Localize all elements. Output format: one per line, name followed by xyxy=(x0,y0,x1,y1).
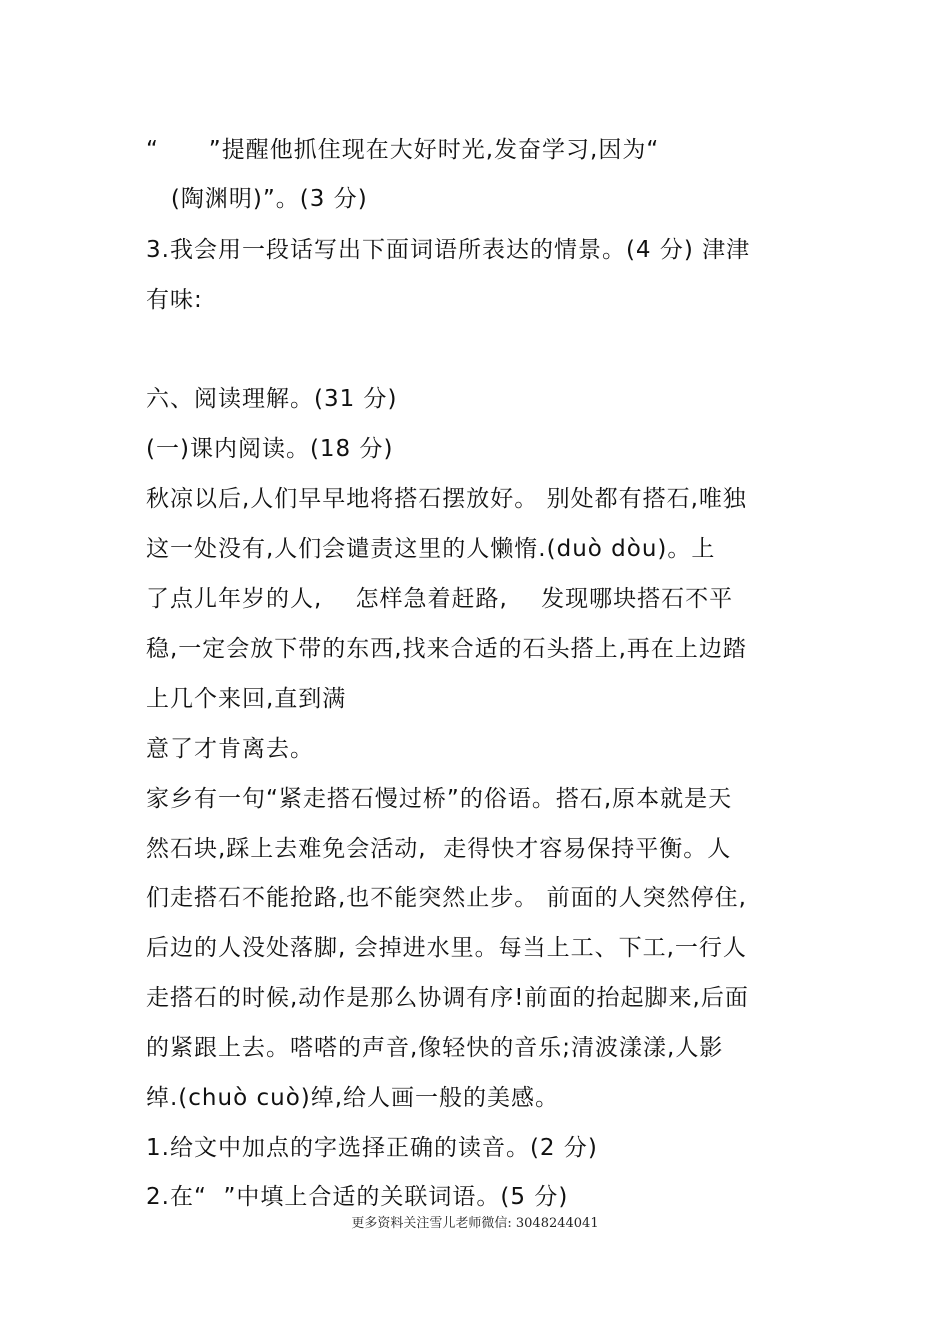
passage-line-13: 绰.(chuò cuò)绰,给人画一般的美感。 xyxy=(146,1085,560,1111)
passage-line-1: 秋凉以后,人们早早地将搭石摆放好。 别处都有搭石,唯独 xyxy=(146,486,747,512)
passage-line-7: 家乡有一句“紧走搭石慢过桥”的俗语。搭石,原本就是天 xyxy=(146,786,733,812)
passage-line-11: 走搭石的时候,动作是那么协调有序!前面的抬起脚来,后面 xyxy=(146,985,749,1011)
section-6-heading: 六、阅读理解。(31 分) xyxy=(146,386,398,412)
question-2: 2.在“ ”中填上合适的关联词语。(5 分) xyxy=(146,1184,569,1210)
footer-note: 更多资料关注雪儿老师微信: 3048244041 xyxy=(351,1216,599,1231)
text-line-1: “ ”提醒他抓住现在大好时光,发奋学习,因为“ xyxy=(146,137,660,163)
question-3: 3.我会用一段话写出下面词语所表达的情景。(4 分) 津津 xyxy=(146,237,751,263)
question-1: 1.给文中加点的字选择正确的读音。(2 分) xyxy=(146,1135,598,1161)
passage-line-9: 们走搭石不能抢路,也不能突然止步。 前面的人突然停住, xyxy=(146,885,747,911)
text-line-2: (陶渊明)”。(3 分) xyxy=(146,186,368,212)
passage-line-3: 了点儿年岁的人, 怎样急着赶路, 发现哪块搭石不平 xyxy=(146,586,734,612)
passage-line-12: 的紧跟上去。嗒嗒的声音,像轻快的音乐;清波漾漾,人影 xyxy=(146,1035,724,1061)
passage-line-8: 然石块,踩上去难免会活动, 走得快才容易保持平衡。人 xyxy=(146,836,732,862)
passage-line-5: 上几个来回,直到满 xyxy=(146,686,347,712)
passage-line-10: 后边的人没处落脚, 会掉进水里。每当上工、下工,一行人 xyxy=(146,935,747,961)
text-line-4: 有味: xyxy=(146,287,203,313)
passage-line-2: 这一处没有,人们会谴责这里的人懒惰.(duò dòu)。上 xyxy=(146,536,716,562)
passage-line-6: 意了才肯离去。 xyxy=(146,736,314,762)
passage-line-4: 稳,一定会放下带的东西,找来合适的石头搭上,再在上边踏 xyxy=(146,636,747,662)
subsection-1-heading: (一)课内阅读。(18 分) xyxy=(146,436,394,462)
